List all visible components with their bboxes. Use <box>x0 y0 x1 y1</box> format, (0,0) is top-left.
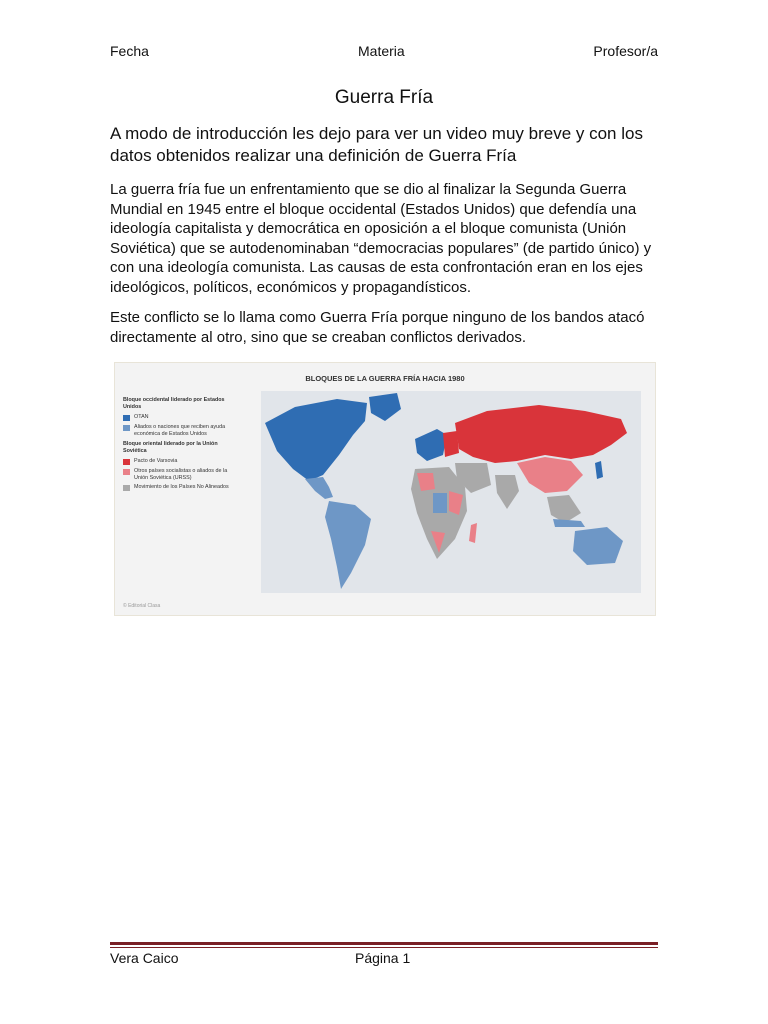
legend-row-east-allies <box>123 468 235 481</box>
legend-label-otan: OTAN <box>134 414 149 420</box>
figure-credit: © Editorial Clasa <box>123 603 161 609</box>
legend-row-nonaligned <box>123 484 235 491</box>
intro-instruction: A modo de introducción les dejo para ver un video muy breve y con los datos obtenidos realizar una definición de Guerra Fría <box>110 124 643 165</box>
page-header <box>110 43 658 63</box>
legend-east-heading: Bloque oriental liderado por la Unión Soviética <box>123 441 218 454</box>
page-title: Guerra Fría <box>334 87 434 108</box>
legend-row-varsovia <box>123 458 235 465</box>
legend-label-west-allies: Aliados o naciones que reciben ayuda económica de Estados Unidos <box>134 424 226 437</box>
map-legend <box>123 393 235 491</box>
legend-swatch-varsovia <box>123 459 130 465</box>
header-teacher: Profesor/a <box>593 43 658 59</box>
footer-author: Vera Caico <box>110 950 179 966</box>
legend-label-varsovia: Pacto de Varsovia <box>134 458 178 464</box>
legend-swatch-nonaligned <box>123 485 130 491</box>
legend-label-east-allies: Otros países socialistas o aliados de la Unión Soviética (URSS) <box>134 468 228 481</box>
eastern-europe-region <box>443 431 459 457</box>
legend-label-nonaligned: Movimiento de los Países No Alineados <box>134 484 229 490</box>
legend-swatch-otan <box>123 415 130 421</box>
header-date: Fecha <box>110 43 149 59</box>
paragraph-definition: La guerra fría fue un enfrentamiento que se dio al finalizar la Segunda Guerra Mundial en 1945 entre el bloque occidental (Estados Unidos) que defendía una ideología capitalista y democrática en oposición a el bloque comunista (Unión Soviética) que se autodenominaban “democracias populares” (de partido único) y con una ideología comunista. Las causas de esta confrontación eran en los ejes ideológicos, políticos, económicos y propagandísticos. <box>110 181 652 296</box>
footer-page-number: Página 1 <box>355 950 411 966</box>
cold-war-map-figure <box>114 362 656 616</box>
legend-west-heading: Bloque occidental liderado por Estados Unidos <box>123 397 225 410</box>
paragraph-explanation: Este conflicto se lo llama como Guerra Fría porque ninguno de los bandos atacó directamente al otro, sino que se creaban conflictos derivados. <box>110 309 645 346</box>
legend-row-west-allies <box>123 424 235 437</box>
map-title: BLOQUES DE LA GUERRA FRÍA HACIA 1980 <box>305 374 465 383</box>
header-subject: Materia <box>358 43 405 59</box>
legend-swatch-west-allies <box>123 425 130 431</box>
africa-western-allies <box>433 493 447 513</box>
footer-divider-thin <box>110 947 658 948</box>
legend-swatch-east-allies <box>123 469 130 475</box>
legend-row-otan <box>123 414 235 421</box>
footer-divider-thick <box>110 942 658 945</box>
